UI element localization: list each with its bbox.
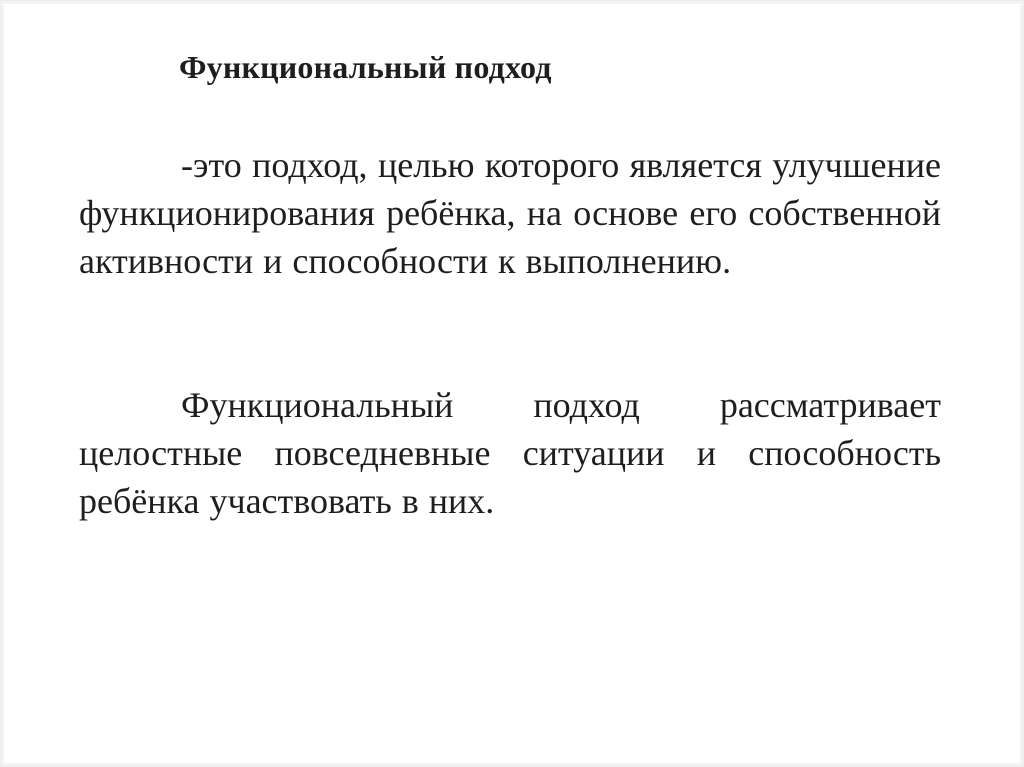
definition-paragraph: -это подход, целью которого является улучшение функционирования ребёнка, на основе его собственной активности и способности к выполнению. xyxy=(79,145,941,281)
slide-title: Функциональный подход xyxy=(179,49,552,85)
description-paragraph: Функциональный подход рассматривает целостные повседневные ситуации и способность ребёнка участвовать в них. xyxy=(79,385,941,521)
